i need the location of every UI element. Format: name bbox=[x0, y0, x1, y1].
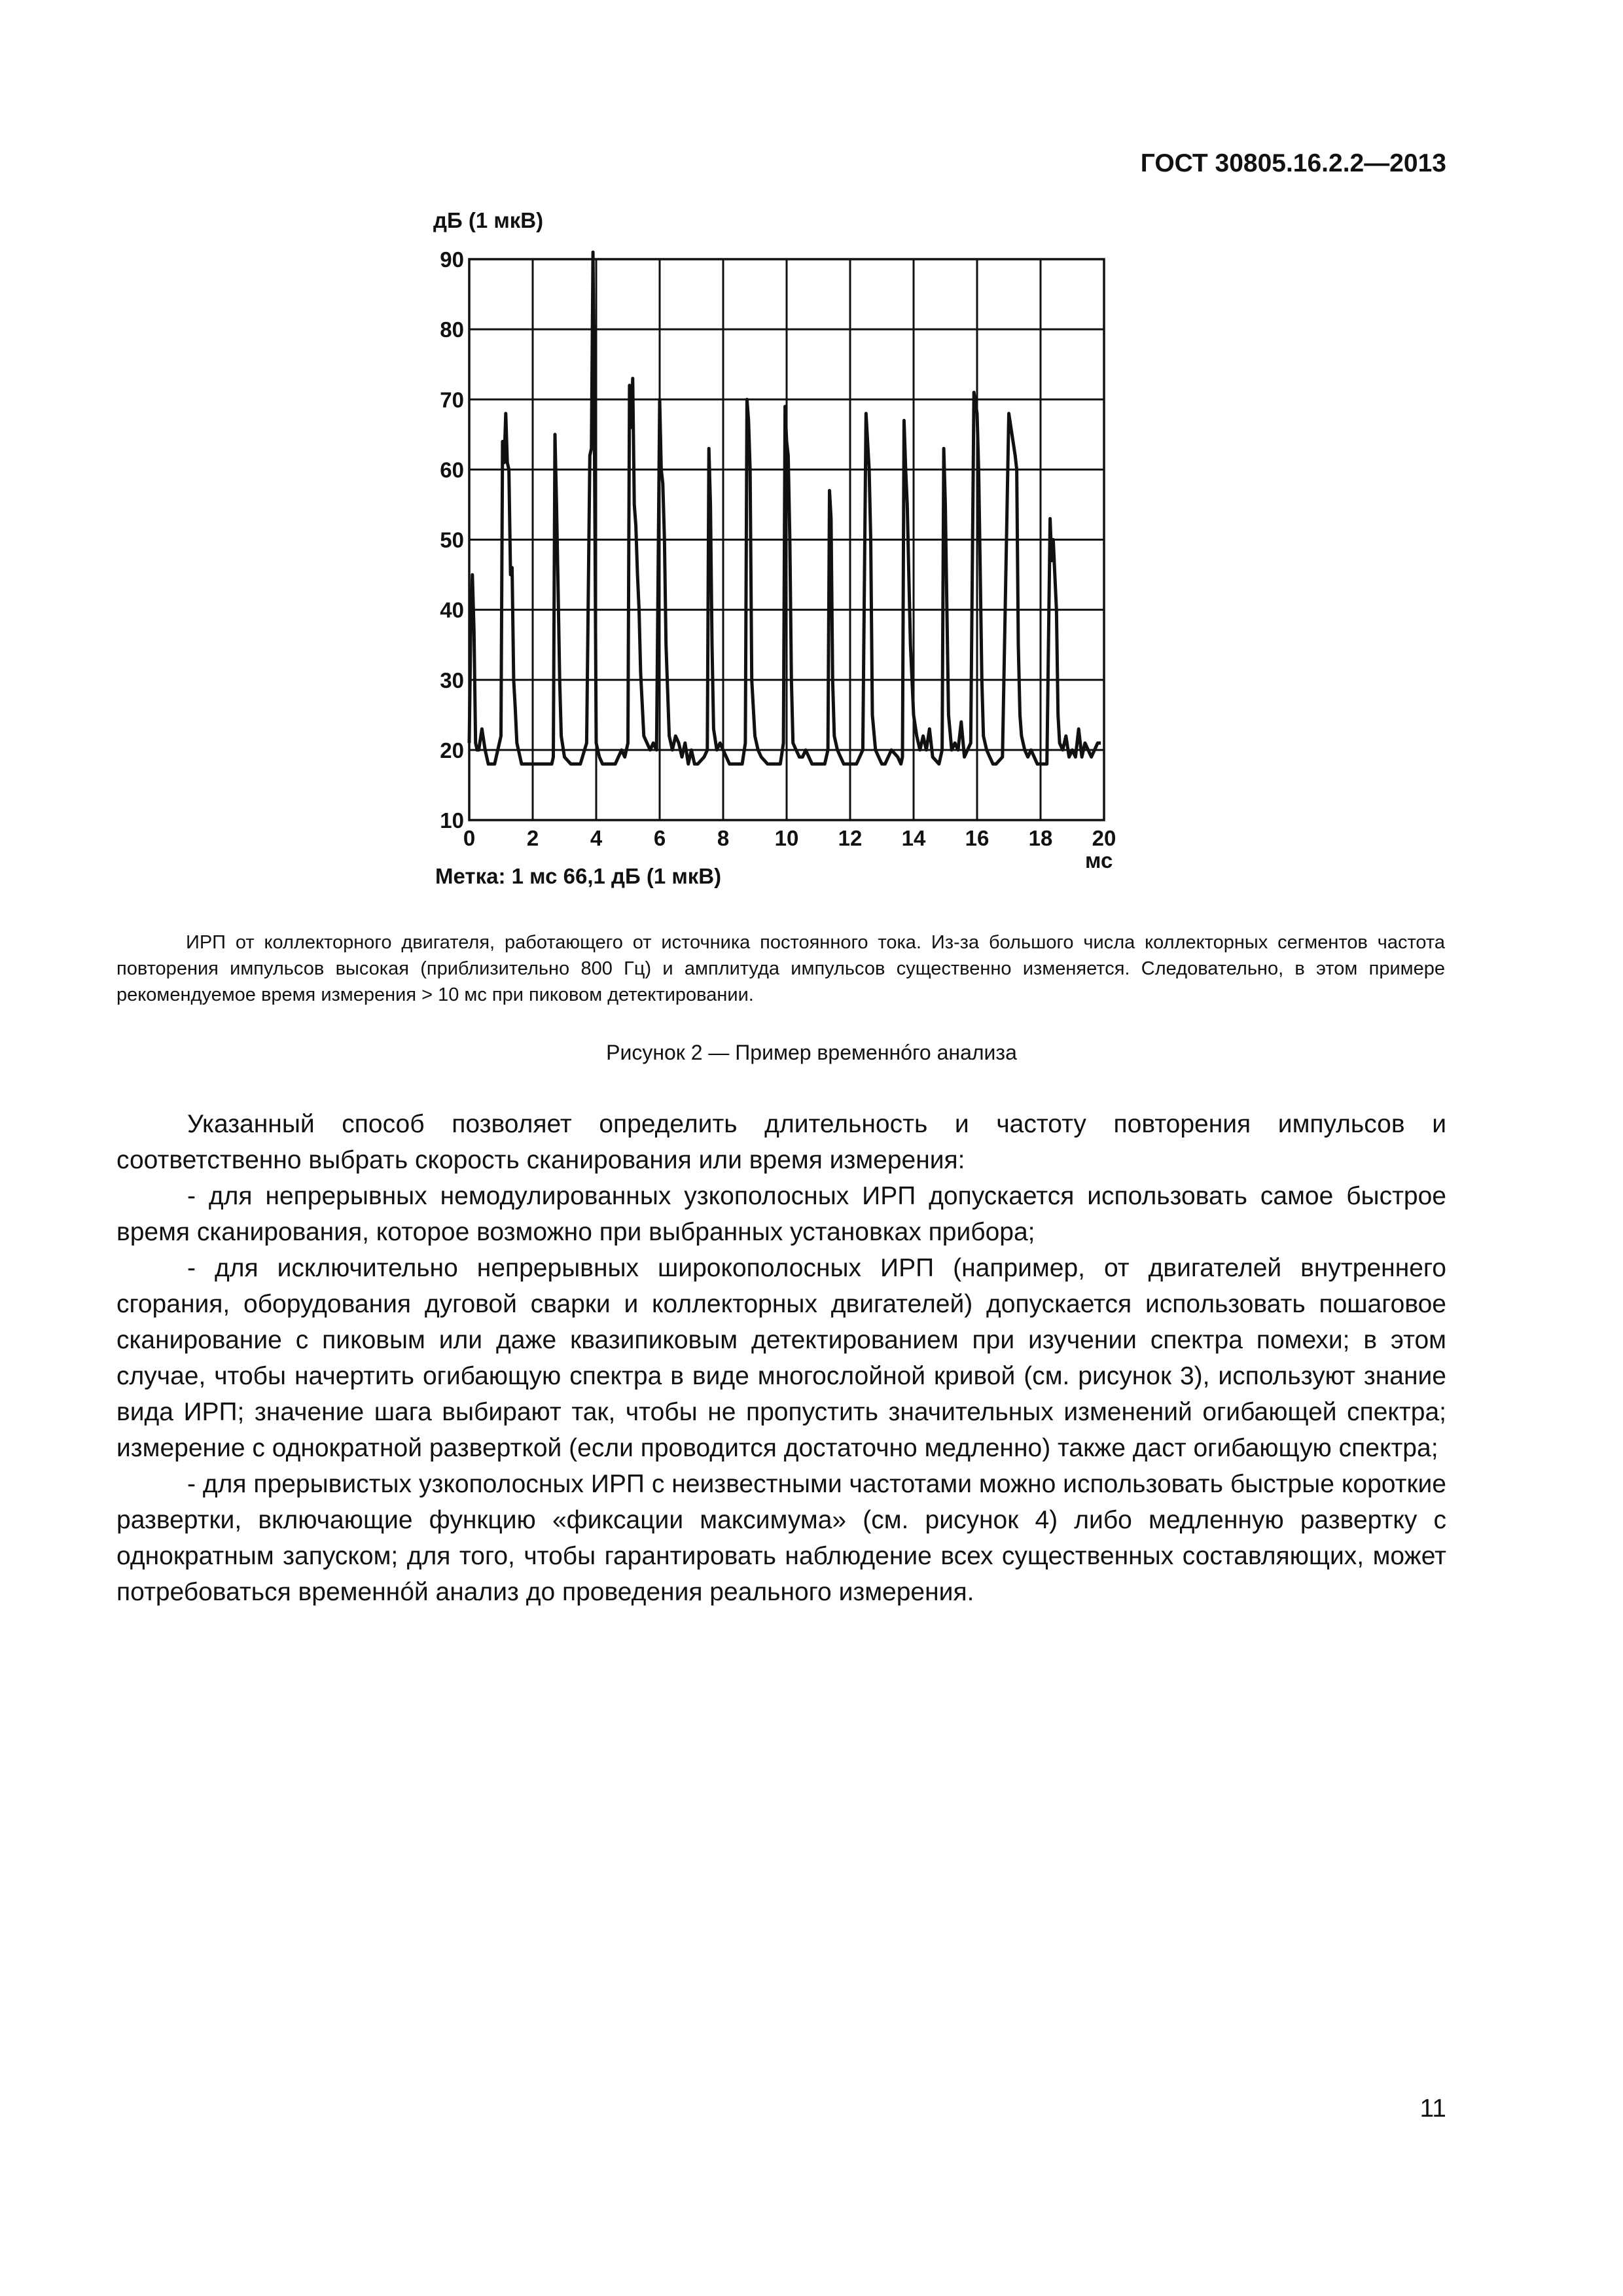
body-text bbox=[116, 1106, 1446, 1610]
figure-time-analysis bbox=[406, 208, 1152, 902]
y-axis-label: дБ (1 мкВ) bbox=[433, 208, 544, 232]
list-item-narrowband: - для непрерывных немодулированных узкополосных ИРП допускается использовать самое быстрое время сканирования, которое возможно при выбранных установках прибора; bbox=[116, 1182, 1446, 1246]
x-tick-label: 16 bbox=[965, 826, 990, 850]
y-tick-label: 70 bbox=[440, 387, 464, 412]
figure-note-text: ИРП от коллекторного двигателя, работающего от источника постоянного тока. Из-за большого числа коллекторных сегментов частота повторения импульсов высокая (приблизительно 800 Гц) и амплитуда импульсов существенно изменяется. Следовательно, в этом примере рекомендуемое время измерения > 10 мс при пиковом детектировании. bbox=[116, 932, 1445, 1005]
x-tick-label: 0 bbox=[463, 826, 476, 850]
x-tick-label: 8 bbox=[717, 826, 730, 850]
y-tick-label: 40 bbox=[440, 598, 464, 622]
y-tick-label: 20 bbox=[440, 738, 464, 762]
x-tick-label: 2 bbox=[526, 826, 539, 850]
list-item-broadband: - для исключительно непрерывных широкополосных ИРП (например, от двигателей внутреннего сгорания, оборудования дуговой сварки и коллекторных двигателей) допускается использовать пошаговое сканирование с пиковым или даже квазипиковым детектированием при изучении спектра помехи; в этом случае, чтобы начертить огибающую спектра в виде многослойной кривой (см. рисунок 3), используют знание вида ИРП; значение шага выбирают так, чтобы не пропустить значительных изменений огибающей спектра; измерение с однократной разверткой (если проводится достаточно медленно) также даст огибающую спектра; bbox=[116, 1254, 1446, 1462]
document-code-header: ГОСТ 30805.16.2.2—2013 bbox=[1140, 149, 1446, 177]
y-tick-label: 30 bbox=[440, 668, 464, 692]
x-tick-label: 4 bbox=[590, 826, 603, 850]
x-tick-label: 20 bbox=[1092, 826, 1116, 850]
page-number: 11 bbox=[1419, 2094, 1446, 2123]
x-tick-label: 6 bbox=[653, 826, 666, 850]
x-tick-label: 14 bbox=[901, 826, 926, 850]
y-tick-label: 10 bbox=[440, 808, 464, 833]
time-analysis-chart bbox=[406, 208, 1152, 863]
list-item-intermittent: - для прерывистых узкополосных ИРП с неизвестными частотами можно использовать быстрые короткие развертки, включающие функцию «фиксации максимума» (см. рисунок 4) либо медленную развертку с однократным запуском; для того, чтобы гарантировать наблюдение всех существенных составляющих, может потребоваться временнóй анализ до проведения реального измерения. bbox=[116, 1470, 1446, 1606]
marker-readout: Метка: 1 мс 66,1 дБ (1 мкВ) bbox=[435, 864, 722, 888]
x-tick-label: 12 bbox=[838, 826, 863, 850]
figure-note bbox=[116, 929, 1445, 1008]
y-tick-label: 80 bbox=[440, 317, 464, 342]
x-axis-unit: мс bbox=[1085, 848, 1113, 872]
y-tick-label: 90 bbox=[440, 247, 464, 272]
paragraph-intro: Указанный способ позволяет определить длительность и частоту повторения импульсов и соответственно выбрать скорость сканирования или время измерения: bbox=[116, 1110, 1446, 1174]
y-tick-label: 60 bbox=[440, 457, 464, 482]
y-tick-label: 50 bbox=[440, 528, 464, 552]
x-tick-label: 10 bbox=[774, 826, 799, 850]
x-tick-label: 18 bbox=[1028, 826, 1053, 850]
figure-caption: Рисунок 2 — Пример временнóго анализа bbox=[606, 1041, 1017, 1064]
